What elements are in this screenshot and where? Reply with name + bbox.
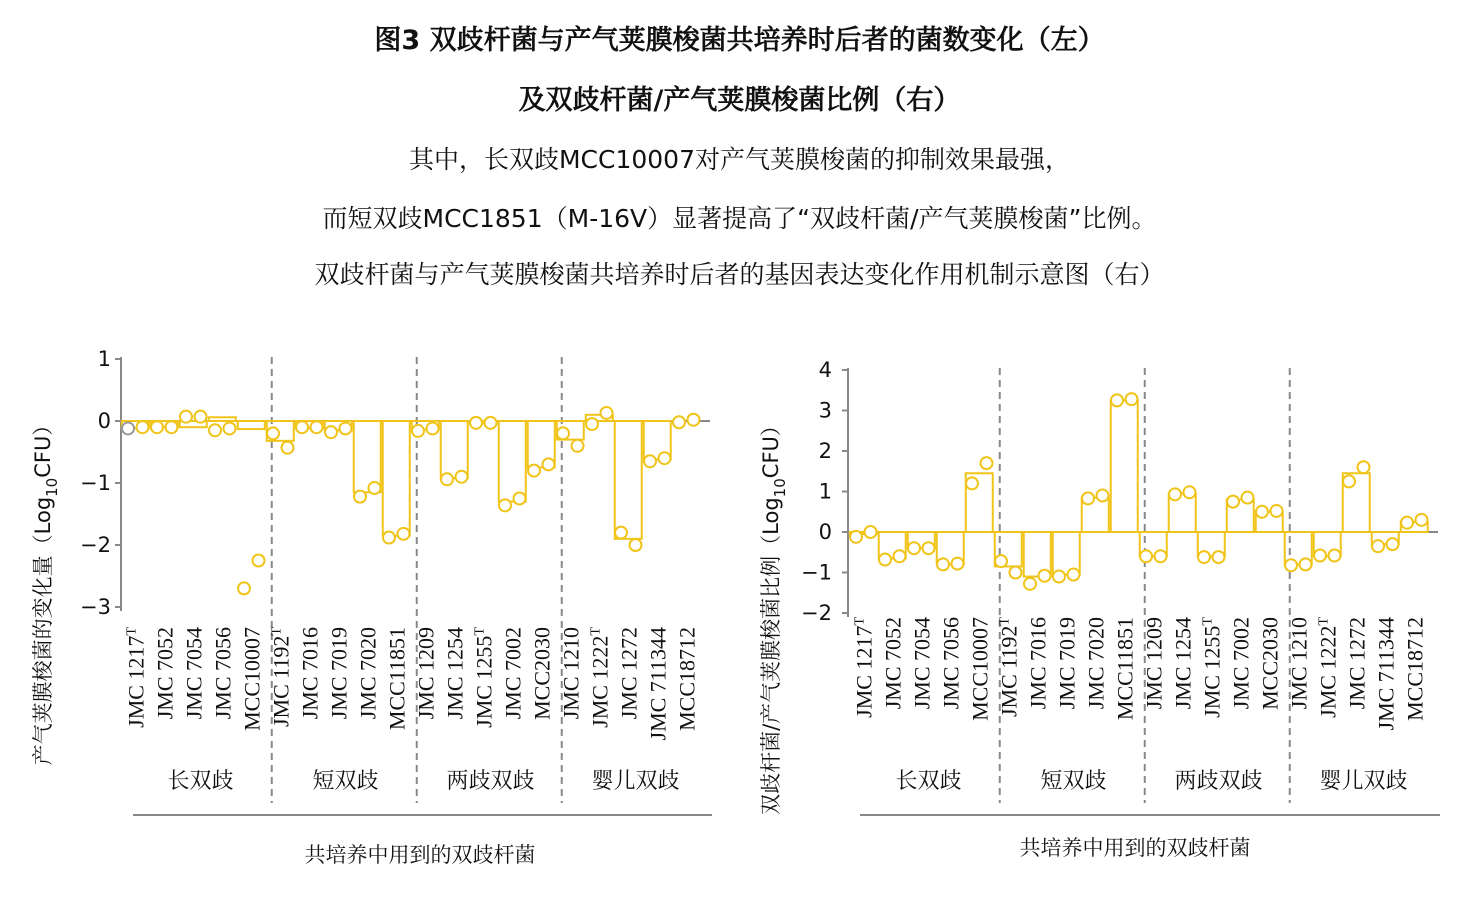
description-line1: 其中，长双歧MCC10007对产气荚膜梭菌的抑制效果最强，: [408, 145, 1070, 174]
y-tick-label: −1: [80, 471, 111, 495]
category-label: MCC11851: [1112, 617, 1138, 721]
category-label: JMC $1222^T$: [1315, 617, 1341, 718]
bar: [209, 417, 236, 421]
data-point: [966, 477, 978, 489]
data-point: [166, 421, 178, 433]
category-label: JMC 7002: [1228, 617, 1254, 710]
category-label: JMC 7020: [355, 627, 381, 720]
figure-title-line1: 图3 双歧杆菌与产气荚膜梭菌共培养时后者的菌数变化（左）: [374, 25, 1105, 56]
category-label: JMC 7019: [326, 627, 352, 720]
description-line2: 而短双歧MCC1851（M-16V）显著提高了“双歧杆菌/产气荚膜梭菌”比例。: [322, 204, 1157, 233]
data-point: [311, 421, 323, 433]
data-point: [1068, 569, 1080, 581]
category-label: JMC $1222^T$: [587, 627, 613, 728]
group-label: 长双歧: [167, 769, 234, 794]
data-point: [937, 558, 949, 570]
category-label: JMC 1209: [1141, 617, 1167, 710]
category-label: JMC 7002: [500, 627, 526, 720]
y-tick-label: −3: [80, 595, 111, 619]
data-point: [470, 417, 482, 429]
bar: [238, 421, 265, 429]
type-strain-mark: T: [269, 627, 285, 636]
data-point: [572, 440, 584, 452]
category-label: JMC 7016: [1025, 617, 1051, 710]
chart-1: [31, 347, 712, 867]
data-point: [952, 558, 964, 570]
data-point: [412, 425, 424, 437]
data-point: [1300, 558, 1312, 570]
y-tick-label: 3: [818, 398, 832, 423]
y-tick-label: 1: [818, 479, 832, 504]
data-point: [894, 550, 906, 562]
group-label: 短双歧: [1040, 769, 1107, 794]
data-point: [369, 482, 381, 494]
data-point: [557, 427, 569, 439]
bar: [383, 421, 410, 536]
data-point: [499, 499, 511, 511]
category-label: JMC 7054: [909, 617, 935, 710]
data-point: [151, 421, 163, 433]
x-axis-label: 共培养中用到的双歧杆菌: [1019, 836, 1251, 860]
data-point: [1271, 505, 1283, 517]
y-tick-label: −1: [801, 560, 832, 585]
category-label: JMC 7019: [1054, 617, 1080, 710]
data-point: [441, 473, 453, 485]
data-point: [908, 542, 920, 554]
data-point: [1213, 551, 1225, 563]
x-axis-label: 共培养中用到的双歧杆菌: [304, 843, 536, 867]
data-point: [514, 493, 526, 505]
data-point: [1256, 506, 1268, 518]
category-label: JMC 7054: [181, 627, 207, 720]
data-point: [1198, 551, 1210, 563]
y-tick-label: 4: [818, 358, 832, 382]
data-point: [879, 554, 891, 566]
group-label: 长双歧: [895, 769, 962, 794]
category-label: MCC18712: [674, 627, 700, 731]
data-point: [615, 527, 627, 539]
data-point: [1416, 514, 1428, 526]
category-label: JMC 1209: [413, 627, 439, 720]
data-point: [1097, 490, 1109, 502]
category-label: JMC $1217^T$: [123, 627, 149, 728]
data-point: [1010, 567, 1022, 579]
data-point: [1053, 571, 1065, 583]
data-point: [1401, 517, 1413, 529]
data-point: [1169, 488, 1181, 500]
data-point: [1242, 492, 1254, 504]
data-point: [282, 442, 294, 454]
data-point: [180, 411, 192, 423]
y-tick-label: 0: [818, 520, 832, 544]
category-label: JMC 1254: [442, 627, 468, 720]
group-label: 两歧双歧: [446, 769, 535, 794]
data-point: [398, 528, 410, 540]
category-label: JMC $1217^T$: [851, 617, 877, 718]
y-tick-label: −2: [801, 601, 832, 625]
category-label: JMC $1255^T$: [471, 627, 497, 728]
data-point: [995, 555, 1007, 567]
category-label: JMC 7056: [938, 617, 964, 710]
data-point: [1155, 550, 1167, 562]
data-point: [224, 422, 236, 434]
data-point: [1140, 550, 1152, 562]
group-label: 两歧双歧: [1174, 769, 1263, 794]
group-label: 婴儿双歧: [591, 769, 680, 794]
data-point: [354, 491, 366, 503]
data-point: [1111, 394, 1123, 406]
category-label: JMC 7052: [880, 617, 906, 710]
y-tick-label: 1: [97, 347, 111, 371]
data-point: [296, 421, 308, 433]
data-point: [1387, 538, 1399, 550]
data-point: [1329, 549, 1341, 561]
data-point: [267, 427, 279, 439]
data-point: [586, 418, 598, 430]
y-axis-label: 产气荚膜梭菌的变化量（Log$_{10}$CFU）: [31, 414, 61, 766]
data-point: [543, 458, 555, 470]
category-label: JMC 711344: [645, 627, 671, 741]
category-label: JMC 1210: [1286, 617, 1312, 710]
data-point: [1184, 486, 1196, 498]
data-point: [630, 539, 642, 551]
category-label: JMC 7020: [1083, 617, 1109, 710]
bar: [499, 421, 526, 502]
data-point: [601, 407, 613, 419]
figure-title-line2: 及双歧杆菌/产气荚膜梭菌比例（右）: [518, 85, 961, 116]
y-tick-label: 0: [97, 409, 111, 433]
description-line3: 双歧杆菌与产气荚膜梭菌共培养时后者的基因表达变化作用机制示意图（右）: [314, 260, 1165, 289]
data-point: [673, 416, 685, 428]
category-label: JMC 7016: [297, 627, 323, 720]
data-point: [1343, 475, 1355, 487]
data-point: [1082, 492, 1094, 504]
category-label: JMC 1254: [1170, 617, 1196, 710]
category-label: JMC $1192^T$: [268, 627, 294, 728]
data-point: [644, 455, 656, 467]
type-strain-mark: T: [588, 627, 604, 636]
data-point: [238, 582, 250, 594]
data-point: [456, 471, 468, 483]
type-strain-mark: T: [1200, 617, 1216, 626]
category-label: MCC10007: [967, 617, 993, 721]
category-label: MCC11851: [384, 627, 410, 731]
category-label: JMC $1255^T$: [1199, 617, 1225, 718]
data-point: [253, 555, 265, 567]
data-point: [122, 422, 134, 434]
category-label: MCC10007: [239, 627, 265, 731]
data-point: [865, 526, 877, 538]
bar: [441, 421, 468, 478]
data-point: [137, 421, 149, 433]
group-label: 短双歧: [312, 769, 379, 794]
data-point: [981, 457, 993, 469]
data-point: [1039, 570, 1051, 582]
data-point: [1126, 393, 1138, 405]
type-strain-mark: T: [124, 627, 140, 636]
category-label: MCC18712: [1402, 617, 1428, 721]
y-axis-label: 双歧杆菌/产气荚膜梭菌比例（Log$_{10}$CFU）: [759, 415, 789, 815]
category-label: JMC 1272: [1344, 617, 1370, 710]
category-label: JMC 7056: [210, 627, 236, 720]
data-point: [688, 414, 700, 426]
category-label: JMC 1272: [616, 627, 642, 720]
data-point: [528, 465, 540, 477]
type-strain-mark: T: [472, 627, 488, 636]
data-point: [1227, 496, 1239, 508]
category-label: MCC2030: [529, 627, 555, 720]
data-point: [195, 411, 207, 423]
category-label: JMC 7052: [152, 627, 178, 720]
data-point: [850, 531, 862, 543]
data-point: [209, 424, 221, 436]
data-point: [1285, 559, 1297, 571]
data-point: [659, 452, 671, 464]
bar: [615, 421, 642, 539]
y-tick-label: 2: [818, 439, 832, 463]
data-point: [340, 422, 352, 434]
group-label: 婴儿双歧: [1319, 769, 1408, 794]
y-tick-label: −2: [80, 533, 111, 557]
bar: [1111, 400, 1138, 532]
data-point: [923, 542, 935, 554]
category-label: MCC2030: [1257, 617, 1283, 710]
type-strain-mark: T: [1316, 617, 1332, 626]
data-point: [1372, 540, 1384, 552]
data-point: [1358, 461, 1370, 473]
category-label: JMC 1210: [558, 627, 584, 720]
data-point: [485, 417, 497, 429]
data-point: [427, 422, 439, 434]
type-strain-mark: T: [852, 617, 868, 626]
data-point: [383, 532, 395, 544]
category-label: JMC 711344: [1373, 617, 1399, 731]
data-point: [1024, 578, 1036, 590]
data-point: [325, 426, 337, 438]
category-label: JMC $1192^T$: [996, 617, 1022, 718]
chart-2: [759, 358, 1440, 860]
type-strain-mark: T: [997, 617, 1013, 626]
data-point: [1314, 549, 1326, 561]
